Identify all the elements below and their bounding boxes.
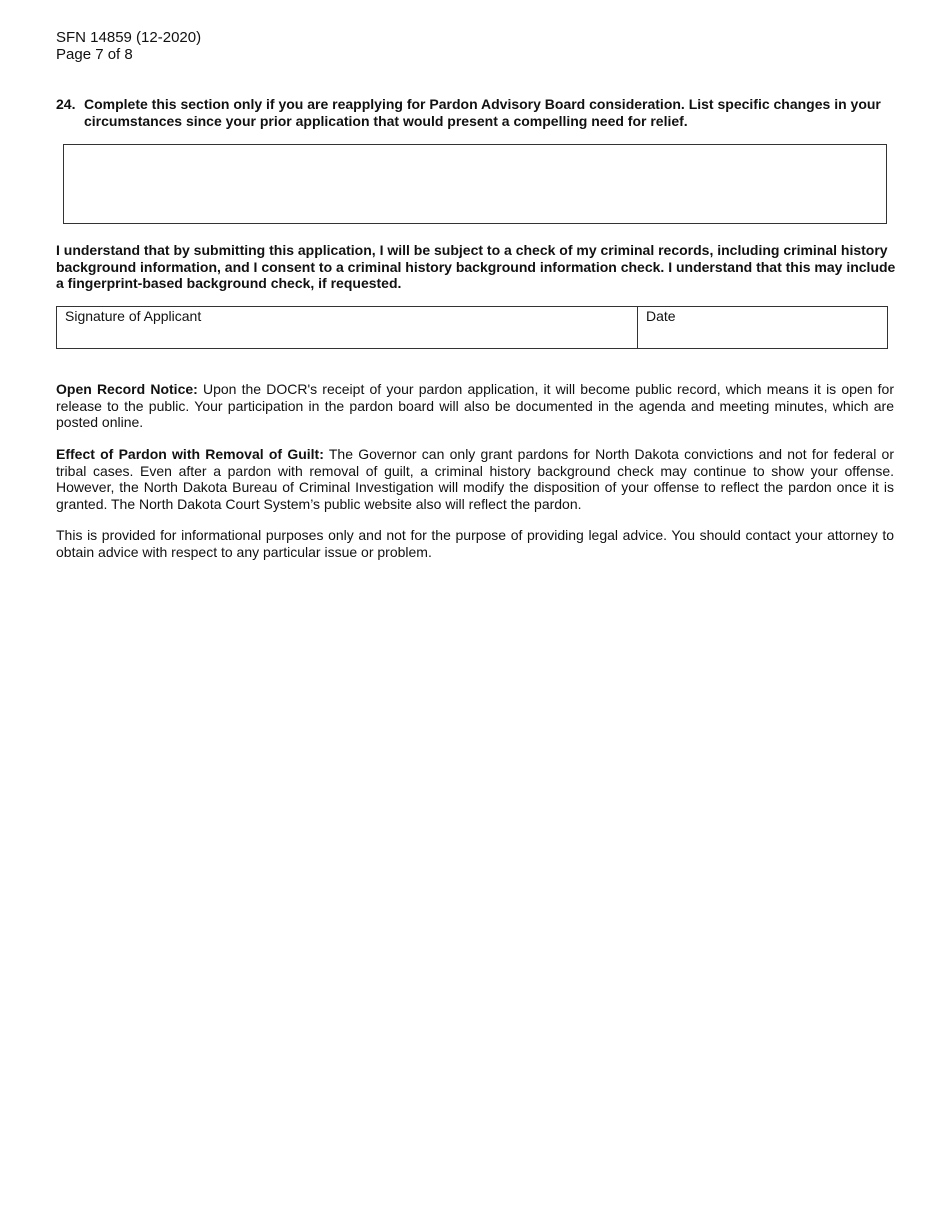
signature-row [56,306,888,349]
form-header [56,29,201,63]
page-number: Page 7 of 8 [56,46,133,63]
open-record-notice-title: Open Record Notice: [56,381,198,397]
legal-disclaimer: This is provided for informational purposes only and not for the purpose of providing legal advice. You should contact your attorney to obtain advice with respect to any particular issue or problem. [56,527,894,560]
signature-label: Signature of Applicant [65,308,202,324]
effect-of-pardon-title: Effect of Pardon with Removal of Guilt: [56,446,324,462]
question-24-answer-field[interactable] [63,144,887,224]
question-24-number: 24. [56,96,76,112]
open-record-notice-text: Upon the DOCR's receipt of your pardon application, it will become public record, which means it is open for release to the public. Your participation in the pardon board will also be documented in the agenda and meeting minutes, which are posted online. [56,381,894,430]
effect-of-pardon-text: The Governor can only grant pardons for North Dakota convictions and not for federal or tribal cases. Even after a pardon with removal of guilt, a criminal history background check may continue to show your offense. However, the North Dakota Bureau of Criminal Investigation will modify the disposition of your offense to reflect the pardon once it is granted. The North Dakota Court System’s public website also will reflect the pardon. [56,446,894,512]
open-record-notice [56,381,894,431]
signature-of-applicant-field[interactable] [57,307,638,348]
question-24 [56,96,896,129]
form-number: SFN 14859 (12-2020) [56,29,202,46]
question-24-text: Complete this section only if you are reapplying for Pardon Advisory Board consideration. List specific changes in your circumstances since your prior application that would present a compelling need for relief. [84,96,881,129]
consent-statement: I understand that by submitting this application, I will be subject to a check of my criminal records, including criminal history background information, and I consent to a criminal history background information check. I understand that this may include a fingerprint-based background check, if requested. [56,242,896,291]
date-label: Date [646,308,676,324]
date-field[interactable] [638,307,887,348]
effect-of-pardon-notice [56,446,894,512]
